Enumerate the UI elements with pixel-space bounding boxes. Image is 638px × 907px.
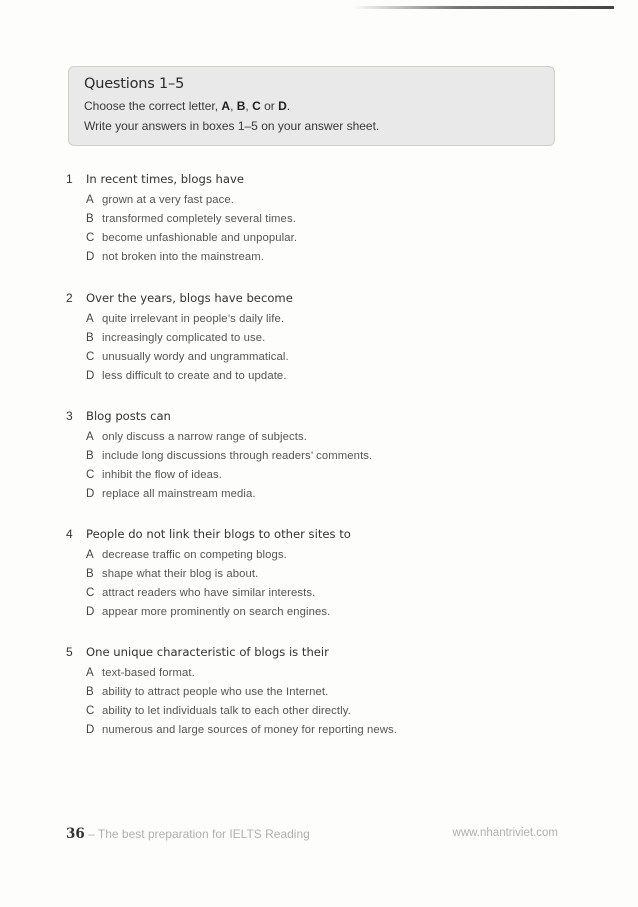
option-letter: C xyxy=(86,705,95,717)
question-number: 1 xyxy=(66,172,73,186)
option-d xyxy=(66,606,586,619)
option-letter: A xyxy=(86,549,94,561)
option-letter: A xyxy=(86,431,94,443)
question-stem: Blog posts can xyxy=(86,409,171,423)
option-letter: A xyxy=(86,667,94,679)
question-stem: One unique characteristic of blogs is their xyxy=(86,645,329,659)
option-text: decrease traffic on competing blogs. xyxy=(102,549,287,561)
question-number: 3 xyxy=(66,409,73,423)
option-text: only discuss a narrow range of subjects. xyxy=(102,431,307,443)
top-decorative-rule xyxy=(352,6,614,9)
question-number: 2 xyxy=(66,291,73,305)
question-stem: People do not link their blogs to other sites to xyxy=(86,527,351,541)
option-b xyxy=(66,332,586,345)
option-a xyxy=(66,194,586,207)
option-d xyxy=(66,251,586,264)
option-letter: A xyxy=(86,313,94,325)
option-letter: C xyxy=(86,232,95,244)
option-text: replace all mainstream media. xyxy=(102,488,256,500)
option-text: shape what their blog is about. xyxy=(102,568,259,580)
option-d xyxy=(66,488,586,501)
instructions-line-1 xyxy=(84,99,554,113)
instructions-box xyxy=(68,66,555,146)
question-5 xyxy=(66,645,586,737)
book-title: – The best preparation for IELTS Reading xyxy=(84,827,310,841)
option-text: include long discussions through readers’ comments. xyxy=(102,450,373,462)
instructions-line-2: Write your answers in boxes 1–5 on your answer sheet. xyxy=(84,119,380,133)
separator: , xyxy=(245,99,253,113)
question-stem: Over the years, blogs have become xyxy=(86,291,293,305)
footer-website: www.nhantriviet.com xyxy=(452,827,558,839)
option-c xyxy=(66,587,586,600)
option-b xyxy=(66,686,586,699)
option-text: inhibit the flow of ideas. xyxy=(102,469,223,481)
option-a xyxy=(66,549,586,562)
option-text: attract readers who have similar interests. xyxy=(102,587,316,599)
question-number: 4 xyxy=(66,527,73,541)
question-2 xyxy=(66,291,586,383)
option-letter: C xyxy=(86,469,95,481)
option-text: appear more prominently on search engines. xyxy=(102,606,331,618)
option-text: ability to let individuals talk to each other directly. xyxy=(102,705,351,717)
option-text: become unfashionable and unpopular. xyxy=(102,232,298,244)
page-number: 36 xyxy=(66,826,85,842)
option-text: unusually wordy and ungrammatical. xyxy=(102,351,289,363)
option-b xyxy=(66,213,586,226)
letter-b: B xyxy=(236,99,246,113)
instructions-prefix: Choose the correct letter, xyxy=(84,99,222,113)
question-4 xyxy=(66,527,586,619)
option-text: text-based format. xyxy=(102,667,195,679)
option-letter: B xyxy=(86,450,94,462)
option-a xyxy=(66,667,586,680)
option-text: increasingly complicated to use. xyxy=(102,332,266,344)
question-1 xyxy=(66,172,586,264)
option-letter: B xyxy=(86,332,94,344)
option-letter: C xyxy=(86,587,95,599)
option-letter: D xyxy=(86,251,95,263)
letter-c: C xyxy=(252,99,261,113)
letter-d: D xyxy=(278,99,287,113)
separator: , xyxy=(230,99,237,113)
option-letter: B xyxy=(86,686,94,698)
option-text: less difficult to create and to update. xyxy=(102,370,287,382)
option-text: ability to attract people who use the Internet. xyxy=(102,686,329,698)
instructions-title: Questions 1–5 xyxy=(84,76,185,92)
option-text: transformed completely several times. xyxy=(102,213,296,225)
option-a xyxy=(66,313,586,326)
letter-a: A xyxy=(221,99,231,113)
option-letter: C xyxy=(86,351,95,363)
option-text: grown at a very fast pace. xyxy=(102,194,234,206)
option-text: quite irrelevant in people’s daily life. xyxy=(102,313,285,325)
option-c xyxy=(66,469,586,482)
option-d xyxy=(66,724,586,737)
option-a xyxy=(66,431,586,444)
option-d xyxy=(66,370,586,383)
option-b xyxy=(66,450,586,463)
option-letter: B xyxy=(86,213,94,225)
option-letter: D xyxy=(86,606,95,618)
footer-book-info xyxy=(66,826,310,842)
option-letter: D xyxy=(86,724,95,736)
question-stem: In recent times, blogs have xyxy=(86,172,244,186)
option-letter: B xyxy=(86,568,94,580)
period: . xyxy=(286,99,291,113)
option-text: not broken into the mainstream. xyxy=(102,251,264,263)
option-c xyxy=(66,351,586,364)
option-text: numerous and large sources of money for reporting news. xyxy=(102,724,397,736)
question-number: 5 xyxy=(66,645,73,659)
option-letter: D xyxy=(86,370,95,382)
option-c xyxy=(66,705,586,718)
option-letter: D xyxy=(86,488,95,500)
option-b xyxy=(66,568,586,581)
option-letter: A xyxy=(86,194,94,206)
question-3 xyxy=(66,409,586,501)
or-text: or xyxy=(260,99,279,113)
option-c xyxy=(66,232,586,245)
